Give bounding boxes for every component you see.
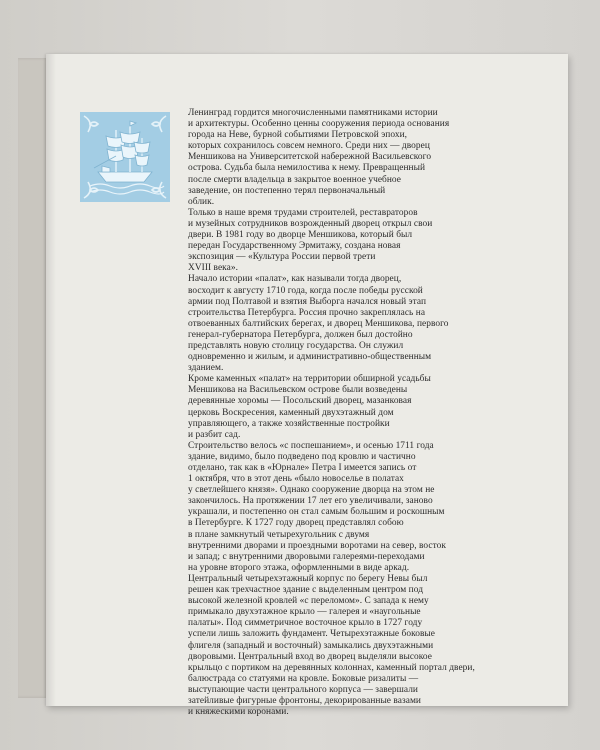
text-line: украшали, и постепенно он стал самым большим и роскошным <box>188 507 445 518</box>
text-line: отделано, так как в «Юрнале» Петра I имеется запись от <box>188 463 417 473</box>
booklet-cover-edge <box>18 58 48 698</box>
text-line: Ленинград гордится многочисленными памятниками истории <box>188 108 438 118</box>
text-line: церковь Воскресения, каменный двухэтажный дом <box>188 407 394 418</box>
ship-tile-icon <box>80 112 170 202</box>
text-line: передан Государственному Эрмитажу, создана новая <box>188 241 401 252</box>
text-line: и разбит сад. <box>188 429 241 440</box>
text-line: внутренними дворами и проездными воротами на север, восток <box>188 540 446 551</box>
text-line: XVIII века». <box>188 263 238 274</box>
text-line: дворовыми. Центральный вход во дворец выделяли высокое <box>188 651 432 662</box>
text-line: после смерти владельца в закрытое военное учебное <box>188 174 401 185</box>
text-line: у светлейшего князя». Однако сооружение дворца на этом не <box>188 485 435 496</box>
text-line: отвоеванных балтийских берегах, и дворец Меншикова, первого <box>188 318 449 329</box>
text-line: представлять новую столицу государства. Он служил <box>188 340 404 351</box>
text-line: на уровне второго этажа, оформленными в виде аркад. <box>188 562 410 573</box>
text-line: армии под Полтавой и взятия Выборга начался новый этап <box>188 296 427 307</box>
text-line: примыкало двухэтажное крыло — галерея и «наугольные <box>188 607 421 618</box>
text-line: строительства Петербурга. Россия прочно закреплялась на <box>188 307 426 318</box>
text-line: высокой железной кровлей «с переломом». С запада к нему <box>188 596 429 607</box>
text-line: города на Неве, бурной событиями Петровской эпохи, <box>188 130 408 141</box>
text-line: в плане замкнутый четырехугольник с двумя <box>188 529 370 540</box>
text-line: Начало истории «палат», как называли тогда дворец, <box>188 274 402 285</box>
text-line: Только в наше время трудами строителей, реставраторов <box>188 207 418 218</box>
text-line: Строительство велось «с поспешанием», и осенью 1711 года <box>188 440 434 451</box>
text-line: крыльцо с портиком на деревянных колоннах, каменный портал двери, <box>188 662 475 673</box>
text-line: здание, видимо, было подведено под кровлю и частично <box>188 451 416 462</box>
text-line: деревянные хоромы — Посольский дворец, мазанковая <box>188 396 412 407</box>
text-line: Центральный четырехэтажный корпус по берегу Невы был <box>188 573 428 584</box>
text-line: решен как трехчастное здание с выделенным центром под <box>188 585 424 596</box>
text-line: в Петербурге. К 1727 году дворец представлял собою <box>188 518 404 529</box>
spine-shadow <box>46 54 56 706</box>
text-line: генерал-губернатора Петербурга, должен был достойно <box>188 329 413 340</box>
text-line: 1 октября, что в этот день «было новоселье в полатах <box>188 474 404 485</box>
text-line: и архитектуры. Особенно ценны сооружения периода основания <box>188 119 450 130</box>
text-line: успели лишь заложить фундамент. Четырехэтажные боковые <box>188 629 435 640</box>
text-line: и запад; с внутренними дворовыми галереями-переходами <box>188 551 425 562</box>
text-line: палаты». Под симметричное восточное крыло в 1727 году <box>188 618 423 629</box>
text-line: Меншикова на Университетской набережной Васильевского <box>188 152 432 163</box>
text-line: Меншикова на Васильевском острове были возведены <box>188 385 408 396</box>
text-line: закончилось. На протяжении 17 лет его увеличивали, заново <box>188 496 433 507</box>
text-line: восходит к августу 1710 года, когда после победы русской <box>188 285 423 296</box>
text-line: флигеля (западный и восточный) замыкались двухэтажными <box>188 640 434 651</box>
text-line: и музейных сотрудников возрожденный дворец открыл свои <box>188 218 433 229</box>
text-line: балюстрада со статуями на кровле. Боковые ризалиты — <box>188 673 419 684</box>
text-line: и княжескими коронами. <box>188 707 289 718</box>
text-line: зданием. <box>188 363 224 374</box>
text-line: затейливые фигурные фронтоны, декорированные вазами <box>188 695 421 706</box>
text-line: острова. Судьба была немилостива к нему. Превращенный <box>188 163 426 174</box>
text-line: облик. <box>188 196 215 207</box>
text-line: выступающие части центрального корпуса — завершали <box>188 684 419 695</box>
text-line: экспозиция — «Культура России первой трети <box>188 252 376 263</box>
text-line: заведение, он постепенно терял первоначальный <box>188 185 386 196</box>
text-line: которых сохранилось совсем немного. Среди них — дворец <box>188 141 430 152</box>
text-line: одновременно и жилым, и административно-общественным <box>188 352 432 363</box>
body-text <box>188 108 540 718</box>
text-line: Кроме каменных «палат» на территории обширной усадьбы <box>188 374 431 385</box>
text-line: двери. В 1981 году во дворце Меншикова, который был <box>188 230 413 241</box>
text-line: управляющего, а также хозяйственные постройки <box>188 418 390 429</box>
